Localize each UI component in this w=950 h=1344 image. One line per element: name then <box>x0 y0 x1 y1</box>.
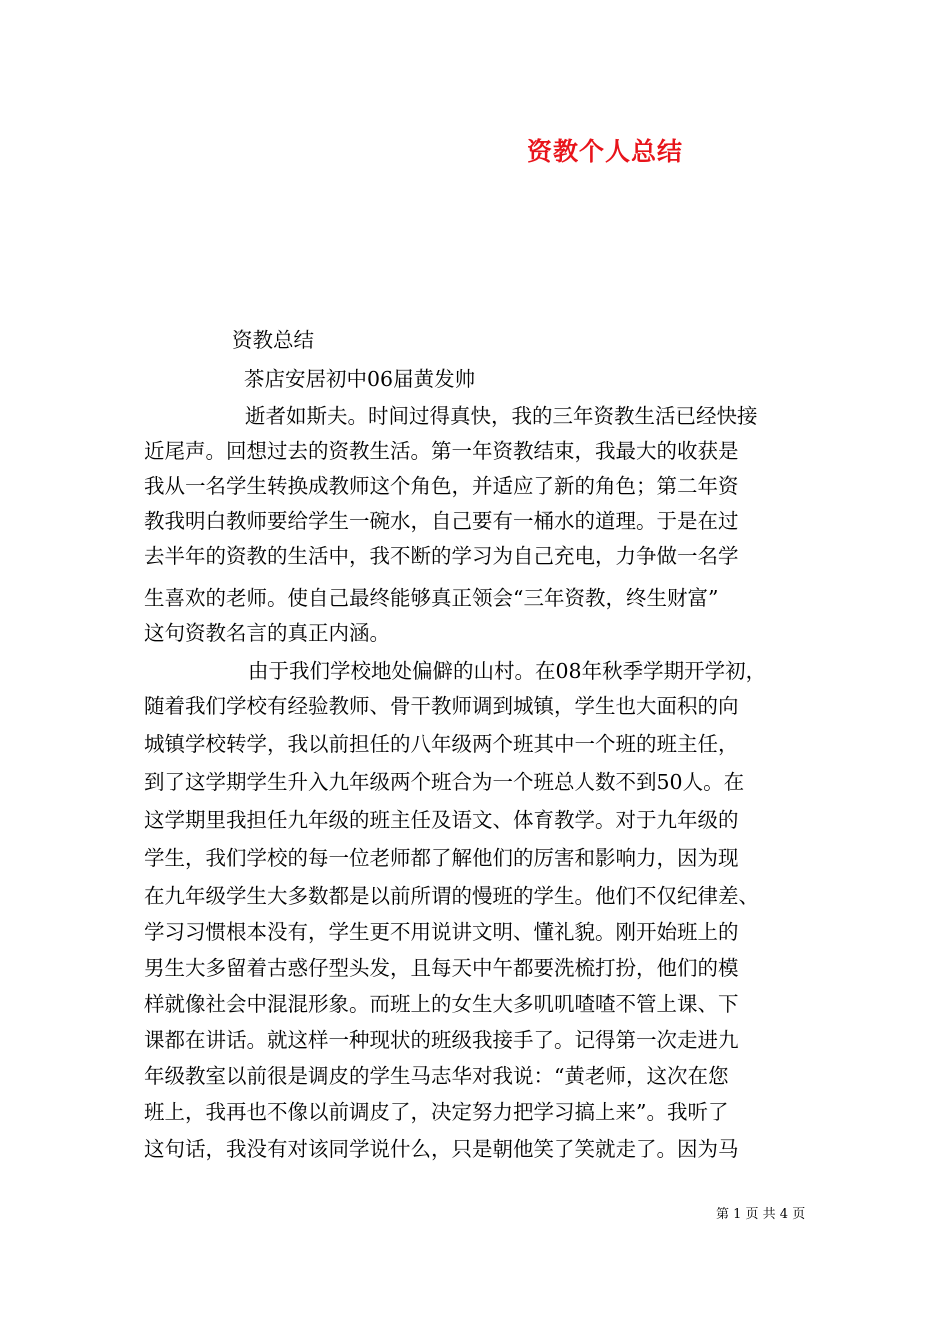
paragraph-line: 班上，我再也不像以前调皮了，决定努力把学习搞上来”。我听了 <box>144 1100 729 1124</box>
paragraph-line: 这学期里我担任九年级的班主任及语文、体育教学。对于九年级的 <box>144 808 739 832</box>
paragraph-line: 逝者如斯夫。时间过得真快，我的三年资教生活已经快接 <box>245 404 758 428</box>
paragraph-line: 城镇学校转学，我以前担任的八年级两个班其中一个班的班主任， <box>144 732 739 756</box>
paragraph-line: 近尾声。回想过去的资教生活。第一年资教结束，我最大的收获是 <box>144 439 739 463</box>
paragraph-line: 这句话，我没有对该同学说什么，只是朝他笑了笑就走了。因为马 <box>144 1137 739 1161</box>
paragraph-line: 由于我们学校地处偏僻的山村。在08年秋季学期开学初， <box>248 659 767 683</box>
paragraph-line: 这句资教名言的真正内涵。 <box>144 621 390 645</box>
paragraph-line: 学习习惯根本没有，学生更不用说讲文明、懂礼貌。刚开始班上的 <box>144 920 739 944</box>
paragraph-line: 年级教室以前很是调皮的学生马志华对我说：“黄老师，这次在您 <box>144 1064 729 1088</box>
paragraph-line: 课都在讲话。就这样一种现状的班级我接手了。记得第一次走进九 <box>144 1028 739 1052</box>
paragraph-line: 去半年的资教的生活中，我不断的学习为自己充电，力争做一名学 <box>144 544 739 568</box>
document-title: 资教个人总结 <box>527 137 684 166</box>
paragraph-line: 到了这学期学生升入九年级两个班合为一个班总人数不到50人。在 <box>144 770 745 794</box>
paragraph-line: 在九年级学生大多数都是以前所谓的慢班的学生。他们不仅纪律差、 <box>144 884 759 908</box>
subheading: 资教总结 <box>232 328 314 352</box>
paragraph-line: 生喜欢的老师。使自己最终能够真正领会“三年资教，终生财富” <box>144 586 719 610</box>
page-footer: 第 1 页 共 4 页 <box>716 1207 806 1222</box>
paragraph-line: 我从一名学生转换成教师这个角色，并适应了新的角色；第二年资 <box>144 474 739 498</box>
paragraph-line: 样就像社会中混混形象。而班上的女生大多叽叽喳喳不管上课、下 <box>144 992 739 1016</box>
author-line: 茶店安居初中06届黄发帅 <box>244 367 476 391</box>
paragraph-line: 随着我们学校有经验教师、骨干教师调到城镇，学生也大面积的向 <box>144 694 739 718</box>
paragraph-line: 男生大多留着古惑仔型头发，且每天中午都要洗梳打扮，他们的模 <box>144 956 739 980</box>
paragraph-line: 教我明白教师要给学生一碗水，自己要有一桶水的道理。于是在过 <box>144 509 739 533</box>
paragraph-line: 学生，我们学校的每一位老师都了解他们的厉害和影响力，因为现 <box>144 846 739 870</box>
